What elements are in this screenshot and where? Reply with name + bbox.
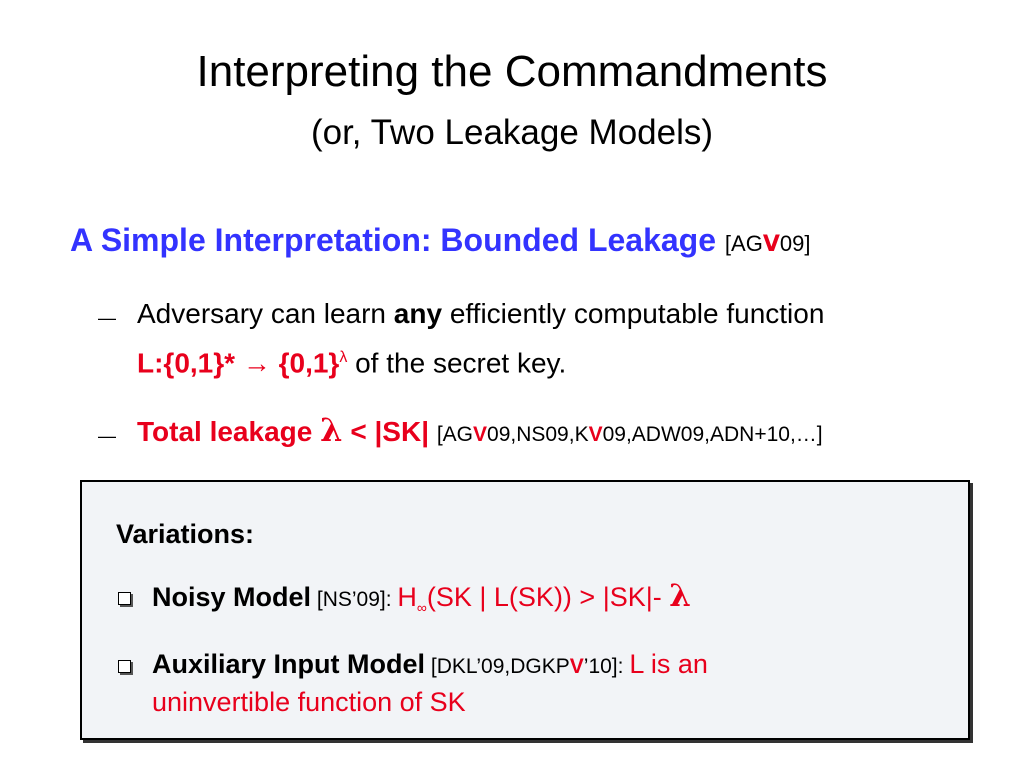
lambda-symbol: λ [669, 578, 691, 614]
total-leakage-citation: [AGV09,NS09,KV09,ADW09,ADN+10,…] [436, 423, 823, 446]
noisy-model-item: Noisy Model [NS’09]: $H_\infty(SK$ | L(SK)) > |SK|- λ [152, 578, 691, 616]
variations-title: Variations: [116, 519, 255, 549]
bullet-adversary-line1: Adversary can learn any efficiently computable function [137, 298, 825, 329]
bullet-dash: — [98, 426, 116, 446]
heading-text: A Simple Interpretation: Bounded Leakage [70, 222, 717, 258]
auxiliary-model-item-line1: Auxiliary Input Model [DKL’09,DGKPV’10]: L is an [152, 649, 708, 679]
slide-title: Interpreting the Commandments [196, 47, 828, 96]
checkbox-bullet-icon [118, 660, 131, 673]
emphasis-any: any [393, 298, 443, 329]
bullet-total-leakage: Total leakage λ < |SK| [AGV09,NS09,KV09,ADW09,ADN+10,…] [137, 411, 823, 449]
variations-box [80, 480, 970, 740]
bullet-dash: — [98, 308, 116, 328]
heading-citation: [AGV09] [724, 231, 811, 257]
section-heading [70, 218, 810, 267]
slide-subtitle: (or, Two Leakage Models) [310, 113, 714, 152]
lambda-symbol: λ [320, 411, 343, 449]
auxiliary-model-item-line2: uninvertible function of SK [152, 687, 466, 717]
leakage-function: L:{0,1}* → {0,1} [137, 347, 340, 379]
lambda-superscript: λ [339, 349, 348, 366]
checkbox-bullet-icon [118, 592, 131, 605]
bullet-adversary-line2: L:{0,1}* → $\{0,1\}^\lambda$ of the secret key. [137, 347, 567, 379]
